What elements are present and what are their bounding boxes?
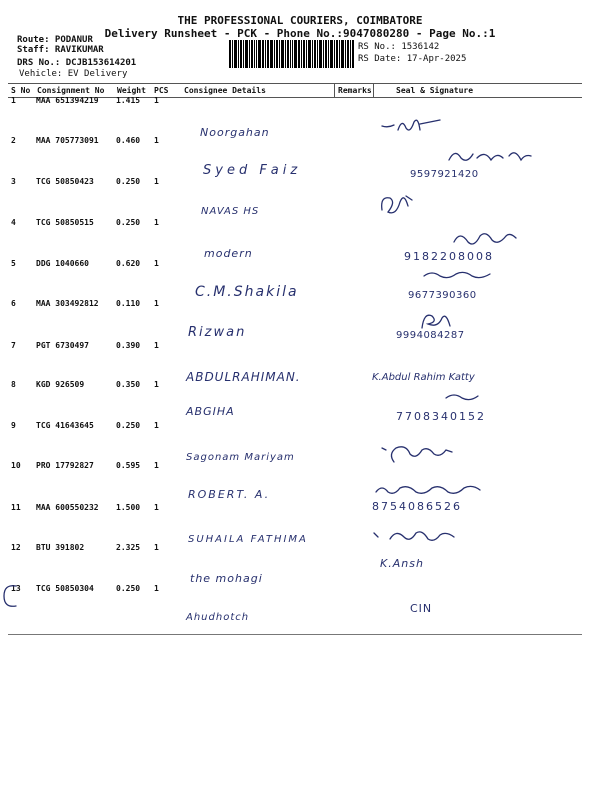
consignee-name-3: NAVAS HS: [201, 206, 260, 217]
row-pcs: 1: [154, 380, 159, 389]
col-weight: Weight: [117, 86, 146, 95]
row-pcs: 1: [154, 96, 159, 105]
consignee-name-8: ABGIHA: [186, 405, 235, 418]
row-sno: 2: [11, 136, 16, 145]
phone-number-6: 9994084287: [396, 330, 465, 341]
consignee-name-2: Syed Faiz: [203, 163, 302, 178]
route-label: Route: PODANUR: [17, 35, 93, 45]
row-pcs: 1: [154, 259, 159, 268]
circle-mark-13: [0, 582, 22, 612]
row-pcs: 1: [154, 177, 159, 186]
row-weight: 0.595: [116, 461, 141, 470]
signature-8: [442, 390, 482, 404]
consignee-name-13: Ahudhotch: [186, 612, 250, 623]
row-weight: 0.110: [116, 299, 141, 308]
row-pcs: 1: [154, 421, 159, 430]
consignee-name-9: Sagonam Mariyam: [186, 452, 295, 463]
row-weight: 0.460: [116, 136, 141, 145]
consignee-name-6: Rizwan: [188, 325, 247, 340]
consignee-name-10: ROBERT. A.: [188, 488, 271, 501]
phone-number-4: 9182208008: [404, 250, 494, 263]
consignee-name-12: the mohagi: [190, 572, 263, 585]
row-consignment-no: TCG 50850423: [36, 177, 94, 186]
row-sno: 1: [11, 96, 16, 105]
seal-text-12: K.Ansh: [380, 557, 424, 570]
row-consignment-no: TCG 50850304: [36, 584, 94, 593]
signature-11: [370, 525, 460, 547]
signature-2: [445, 146, 535, 168]
row-consignment-no: TCG 50850515: [36, 218, 94, 227]
row-weight: 0.620: [116, 259, 141, 268]
rs-number: RS No.: 1536142: [358, 42, 440, 52]
signature-10: [372, 480, 502, 500]
signature-6: [418, 310, 458, 334]
row-weight: 0.250: [116, 177, 141, 186]
row-pcs: 1: [154, 543, 159, 552]
row-weight: 1.415: [116, 96, 141, 105]
drs-label: DRS No.: DCJB153614201: [17, 58, 137, 68]
seal-text-8: K.Abdul Rahim Katty: [372, 372, 475, 383]
row-sno: 12: [11, 543, 21, 552]
row-pcs: 1: [154, 503, 159, 512]
consignee-name-5: C.M.Shakila: [195, 284, 299, 300]
consignee-name-7: ABDULRAHIMAN.: [186, 370, 301, 384]
row-weight: 0.250: [116, 218, 141, 227]
row-pcs: 1: [154, 136, 159, 145]
row-sno: 10: [11, 461, 21, 470]
col-pcs: PCS: [154, 86, 169, 95]
row-weight: 0.350: [116, 380, 141, 389]
row-sno: 5: [11, 259, 16, 268]
row-pcs: 1: [154, 584, 159, 593]
phone-number-8: 7708340152: [396, 410, 486, 423]
table-top-rule: [8, 83, 582, 84]
row-consignment-no: MAA 705773091: [36, 136, 99, 145]
row-consignment-no: MAA 303492812: [36, 299, 99, 308]
row-consignment-no: BTU 391802: [36, 543, 85, 552]
signature-1: [380, 116, 460, 140]
col-consignee: Consignee Details: [184, 86, 266, 95]
signature-3: [378, 190, 418, 220]
remarks-divider: [334, 83, 335, 97]
row-sno: 11: [11, 503, 21, 512]
row-consignment-no: PGT 6730497: [36, 341, 89, 350]
seal-divider: [373, 83, 374, 97]
row-consignment-no: KGD 926509: [36, 380, 85, 389]
row-pcs: 1: [154, 341, 159, 350]
consignee-name-11: SUHAILA FATHIMA: [188, 534, 308, 545]
col-sno: S No: [11, 86, 31, 95]
row-sno: 6: [11, 299, 16, 308]
row-pcs: 1: [154, 461, 159, 470]
row-weight: 0.250: [116, 421, 141, 430]
row-weight: 1.500: [116, 503, 141, 512]
rs-date: RS Date: 17-Apr-2025: [358, 54, 467, 64]
consignee-name-1: Noorgahan: [200, 126, 270, 139]
signature-4: [450, 228, 520, 250]
phone-number-2: 9597921420: [410, 169, 479, 180]
row-sno: 13: [11, 584, 21, 593]
phone-number-5: 9677390360: [408, 290, 477, 301]
col-remarks: Remarks: [338, 86, 372, 95]
col-consignment: Consignment No: [37, 86, 105, 95]
row-sno: 4: [11, 218, 16, 227]
table-bottom-rule: [8, 634, 582, 635]
row-sno: 8: [11, 380, 16, 389]
row-consignment-no: PRO 17792827: [36, 461, 94, 470]
signature-9: [380, 440, 470, 468]
seal-text-13: CIN: [410, 602, 433, 615]
row-consignment-no: TCG 41643645: [36, 421, 94, 430]
row-weight: 0.390: [116, 341, 141, 350]
row-weight: 0.250: [116, 584, 141, 593]
row-weight: 2.325: [116, 543, 141, 552]
row-pcs: 1: [154, 218, 159, 227]
row-consignment-no: DDG 1040660: [36, 259, 89, 268]
consignee-name-4: modern: [204, 247, 253, 260]
vehicle-label: Vehicle: EV Delivery: [19, 69, 128, 79]
row-sno: 3: [11, 177, 16, 186]
row-pcs: 1: [154, 299, 159, 308]
row-consignment-no: MAA 600550232: [36, 503, 99, 512]
col-seal: Seal & Signature: [396, 86, 474, 95]
row-consignment-no: MAA 651394219: [36, 96, 99, 105]
row-sno: 9: [11, 421, 16, 430]
runsheet-subtitle: Delivery Runsheet - PCK - Phone No.:9047080280 - Page No.:1: [104, 27, 496, 40]
phone-number-10: 8754086526: [372, 500, 462, 513]
staff-label: Staff: RAVIKUMAR: [17, 45, 104, 55]
signature-5: [420, 268, 500, 282]
company-title: THE PROFESSIONAL COURIERS, COIMBATORE: [177, 14, 423, 27]
barcode: [229, 40, 354, 68]
row-sno: 7: [11, 341, 16, 350]
